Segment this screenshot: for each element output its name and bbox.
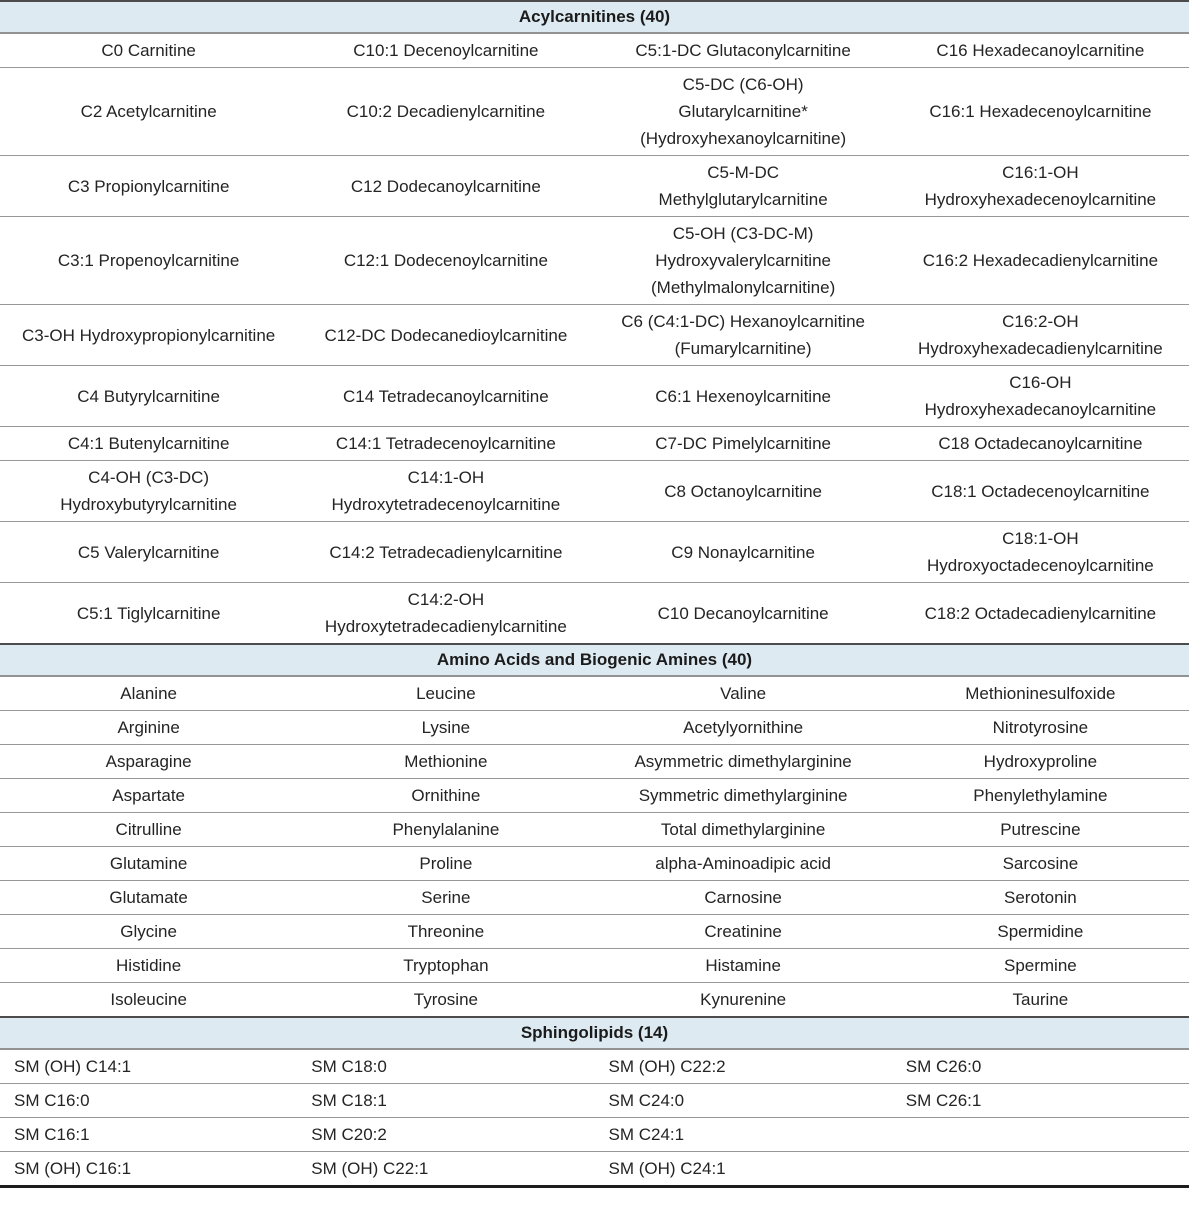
cell-line: Serotonin — [1003, 888, 1077, 907]
cell-line: C0 Carnitine — [101, 41, 196, 60]
cell-line: C18:1 Octadecenoylcarnitine — [931, 481, 1150, 501]
table-cell — [0, 1049, 297, 1084]
table-cell — [0, 217, 297, 305]
table-cell — [0, 949, 297, 983]
table-cell — [892, 1084, 1189, 1118]
cell-line: SM (OH) C24:1 — [608, 1159, 726, 1178]
cell-line: Hydroxyproline — [983, 752, 1098, 771]
cell-line: C12-DC Dodecanedioylcarnitine — [324, 325, 568, 345]
table-cell — [0, 1118, 297, 1152]
cell-line: Glycine — [120, 922, 177, 941]
cell-line: C5:1-DC Glutaconylcarnitine — [635, 41, 851, 60]
table-cell — [0, 1152, 297, 1187]
section-body — [0, 676, 1189, 1017]
cell-line: Spermidine — [997, 922, 1084, 941]
cell-line: C10:1 Decenoylcarnitine — [353, 41, 539, 60]
cell-line: Taurine — [1012, 990, 1069, 1009]
table-cell — [892, 881, 1189, 915]
table-row — [0, 1152, 1189, 1187]
table-cell — [0, 847, 297, 881]
table-row — [0, 427, 1189, 461]
cell-line: Tyrosine — [413, 990, 478, 1009]
section-body — [0, 33, 1189, 644]
cell-line: Citrulline — [115, 820, 182, 839]
cell-line: SM (OH) C14:1 — [14, 1057, 132, 1076]
table-cell — [0, 33, 297, 68]
table-cell — [297, 745, 594, 779]
table-cell — [297, 779, 594, 813]
table-row — [0, 461, 1189, 522]
table-cell — [595, 1049, 892, 1084]
cell-line: C16-OH — [1009, 373, 1072, 392]
table-cell — [892, 427, 1189, 461]
cell-line: Tryptophan — [403, 956, 489, 975]
section-header-row — [0, 644, 1189, 676]
cell-line: C9 Nonaylcarnitine — [671, 542, 815, 562]
cell-line: C14 Tetradecanoylcarnitine — [343, 386, 549, 406]
table-cell — [0, 522, 297, 583]
table-cell — [0, 711, 297, 745]
cell-line: alpha-Aminoadipic acid — [655, 854, 832, 873]
table-cell — [892, 915, 1189, 949]
cell-line: Hydroxyhexadecanoylcarnitine — [924, 400, 1157, 419]
table-cell — [892, 217, 1189, 305]
table-cell — [0, 1084, 297, 1118]
cell-line: Hydroxyoctadecenoylcarnitine — [926, 556, 1154, 575]
cell-line: Isoleucine — [110, 990, 187, 1009]
table-cell — [297, 813, 594, 847]
cell-line: Phenylalanine — [392, 820, 500, 839]
cell-line: Hydroxybutyrylcarnitine — [60, 495, 237, 514]
table-cell — [595, 676, 892, 711]
table-row — [0, 983, 1189, 1018]
cell-line: C16:2 Hexadecadienylcarnitine — [922, 251, 1159, 270]
table-cell — [595, 68, 892, 156]
table-cell — [297, 949, 594, 983]
cell-line: Ornithine — [411, 786, 481, 805]
table-cell — [595, 461, 892, 522]
table-cell — [297, 1084, 594, 1118]
section-header-row — [0, 1, 1189, 33]
table-cell — [595, 1084, 892, 1118]
table-row — [0, 915, 1189, 949]
section-body — [0, 1049, 1189, 1187]
table-cell — [595, 366, 892, 427]
cell-line: Glutamate — [109, 888, 188, 907]
cell-line: C6:1 Hexenoylcarnitine — [655, 386, 831, 406]
table-cell — [892, 1049, 1189, 1084]
cell-line: Proline — [419, 854, 473, 873]
table-cell — [0, 745, 297, 779]
cell-line: C7-DC Pimelylcarnitine — [655, 434, 831, 453]
table-row — [0, 949, 1189, 983]
cell-line: C2 Acetylcarnitine — [80, 102, 217, 121]
table-row — [0, 676, 1189, 711]
cell-line: C5-OH (C3-DC-M) — [672, 224, 814, 243]
table-cell — [892, 522, 1189, 583]
cell-line: C4 Butyrylcarnitine — [77, 386, 220, 406]
cell-line: C16:1-OH — [1002, 163, 1079, 182]
table-cell — [892, 461, 1189, 522]
table-cell — [892, 366, 1189, 427]
cell-line: SM C18:0 — [311, 1057, 387, 1076]
cell-line: Leucine — [416, 684, 476, 703]
table-cell — [892, 949, 1189, 983]
cell-line: C16:1 Hexadecenoylcarnitine — [929, 102, 1152, 121]
table-cell — [0, 156, 297, 217]
table-cell — [595, 779, 892, 813]
cell-line: Methionine — [404, 752, 488, 771]
section-header-row — [0, 1017, 1189, 1049]
table-cell — [297, 711, 594, 745]
table-row — [0, 847, 1189, 881]
table-row — [0, 1084, 1189, 1118]
table-row — [0, 813, 1189, 847]
table-cell — [595, 583, 892, 645]
table-cell — [297, 881, 594, 915]
table-cell — [297, 33, 594, 68]
section-title: Amino Acids and Biogenic Amines (40) — [0, 644, 1189, 676]
cell-line: C8 Octanoylcarnitine — [664, 481, 823, 501]
cell-line: C12 Dodecanoylcarnitine — [350, 176, 541, 196]
cell-line: C6 (C4:1-DC) Hexanoylcarnitine — [621, 312, 865, 331]
cell-line: Creatinine — [704, 922, 782, 941]
cell-line: SM C24:1 — [608, 1125, 685, 1144]
table-row — [0, 522, 1189, 583]
cell-line: C5-DC (C6-OH) — [682, 75, 804, 94]
table-cell — [0, 676, 297, 711]
table-cell — [595, 156, 892, 217]
cell-line: Threonine — [407, 922, 485, 941]
table-cell — [595, 1118, 892, 1152]
table-cell — [595, 522, 892, 583]
table-cell — [297, 156, 594, 217]
table-cell — [297, 847, 594, 881]
table-cell — [892, 1118, 1189, 1152]
cell-line: C5 Valerylcarnitine — [77, 542, 220, 562]
table-cell — [892, 156, 1189, 217]
table-cell — [0, 366, 297, 427]
table-row — [0, 779, 1189, 813]
cell-line: Symmetric dimethylarginine — [638, 786, 848, 805]
cell-line: Methylglutarylcarnitine — [658, 190, 828, 209]
cell-line: SM (OH) C22:1 — [311, 1159, 429, 1178]
table-cell — [595, 745, 892, 779]
cell-line: (Fumarylcarnitine) — [674, 339, 812, 358]
table-cell — [892, 676, 1189, 711]
cell-line: Lysine — [421, 718, 471, 737]
cell-line: Glutarylcarnitine* — [678, 102, 808, 121]
table-cell — [595, 711, 892, 745]
cell-line: Hydroxyvalerylcarnitine — [655, 251, 831, 270]
table-cell — [297, 522, 594, 583]
table-row — [0, 305, 1189, 366]
cell-line: SM C24:0 — [608, 1091, 685, 1110]
section-title: Sphingolipids (14) — [0, 1017, 1189, 1049]
cell-line: Aspartate — [112, 786, 185, 805]
table-cell — [892, 745, 1189, 779]
cell-line: C12:1 Dodecenoylcarnitine — [343, 251, 548, 270]
cell-line: Serine — [421, 888, 471, 907]
table-cell — [892, 711, 1189, 745]
cell-line: C14:1 Tetradecenoylcarnitine — [335, 434, 556, 453]
cell-line: Glutamine — [109, 854, 188, 873]
table-cell — [595, 305, 892, 366]
table-row — [0, 1118, 1189, 1152]
cell-line: Carnosine — [704, 888, 782, 907]
table-cell — [297, 366, 594, 427]
cell-line: Acetylyornithine — [683, 718, 804, 737]
cell-line: (Methylmalonylcarnitine) — [651, 278, 836, 297]
cell-line: C14:1-OH — [407, 468, 485, 487]
table-cell — [297, 305, 594, 366]
table-cell — [297, 915, 594, 949]
table-cell — [0, 427, 297, 461]
table-row — [0, 583, 1189, 645]
cell-line: (Hydroxyhexanoylcarnitine) — [640, 129, 847, 148]
table-cell — [0, 983, 297, 1018]
cell-line: SM C20:2 — [311, 1125, 387, 1144]
cell-line: C10 Decanoylcarnitine — [657, 603, 829, 623]
cell-line: Total dimethylarginine — [660, 820, 826, 839]
table-cell — [0, 813, 297, 847]
cell-line: Hydroxyhexadecadienylcarnitine — [918, 339, 1163, 358]
cell-line: SM C16:1 — [14, 1125, 90, 1144]
cell-line: Hydroxytetradecadienylcarnitine — [324, 617, 567, 636]
table-cell — [595, 217, 892, 305]
section-title: Acylcarnitines (40) — [0, 1, 1189, 33]
table-cell — [297, 461, 594, 522]
table-row — [0, 745, 1189, 779]
table-row — [0, 33, 1189, 68]
cell-line: SM (OH) C22:2 — [608, 1057, 726, 1076]
cell-line: Hydroxytetradecenoylcarnitine — [331, 495, 561, 514]
cell-line: Asparagine — [105, 752, 192, 771]
table-cell — [0, 305, 297, 366]
cell-line: SM (OH) C16:1 — [14, 1159, 132, 1178]
table-cell — [0, 881, 297, 915]
table-cell — [595, 983, 892, 1018]
cell-line: C3-OH Hydroxypropionylcarnitine — [22, 325, 276, 345]
cell-line: C4-OH (C3-DC) — [88, 468, 210, 487]
table-cell — [297, 676, 594, 711]
cell-line: C18:2 Octadecadienylcarnitine — [924, 603, 1157, 623]
cell-line: Histidine — [116, 956, 182, 975]
cell-line: C5-M-DC — [707, 163, 780, 182]
cell-line: SM C26:0 — [905, 1057, 982, 1076]
table-cell — [0, 915, 297, 949]
table-cell — [297, 217, 594, 305]
table-cell — [297, 68, 594, 156]
cell-line: SM C18:1 — [311, 1091, 387, 1110]
table-cell — [595, 847, 892, 881]
table-cell — [0, 461, 297, 522]
cell-line: Sarcosine — [1002, 854, 1079, 873]
cell-line: C3 Propionylcarnitine — [67, 176, 230, 196]
table-cell — [595, 949, 892, 983]
table-cell — [297, 983, 594, 1018]
cell-line: C16 Hexadecanoylcarnitine — [936, 41, 1145, 60]
table-cell — [892, 305, 1189, 366]
table-cell — [595, 427, 892, 461]
table-cell — [595, 881, 892, 915]
table-cell — [297, 1152, 594, 1187]
cell-line: Arginine — [117, 718, 180, 737]
cell-line: Nitrotyrosine — [992, 718, 1089, 737]
cell-line: C10:2 Decadienylcarnitine — [346, 102, 546, 121]
table-cell — [892, 1152, 1189, 1187]
cell-line: C18 Octadecanoylcarnitine — [938, 434, 1143, 453]
cell-line: Histamine — [705, 956, 781, 975]
cell-line: C4:1 Butenylcarnitine — [67, 434, 230, 453]
table-row — [0, 217, 1189, 305]
cell-line: Methioninesulfoxide — [965, 684, 1116, 703]
cell-line: C16:2-OH — [1002, 312, 1079, 331]
table-row — [0, 1049, 1189, 1084]
table-cell — [892, 68, 1189, 156]
cell-line: Kynurenine — [700, 990, 787, 1009]
table-row — [0, 711, 1189, 745]
table-cell — [595, 813, 892, 847]
cell-line: Phenylethylamine — [973, 786, 1108, 805]
table-row — [0, 366, 1189, 427]
table-cell — [595, 1152, 892, 1187]
table-cell — [892, 583, 1189, 645]
table-cell — [0, 583, 297, 645]
cell-line: C14:2 Tetradecadienylcarnitine — [329, 542, 563, 562]
table-cell — [892, 813, 1189, 847]
table-cell — [0, 779, 297, 813]
cell-line: Alanine — [120, 684, 177, 703]
table-cell — [892, 779, 1189, 813]
cell-line: Asymmetric dimethylarginine — [634, 752, 852, 771]
table-cell — [892, 983, 1189, 1018]
cell-line: Putrescine — [1000, 820, 1081, 839]
table-cell — [595, 915, 892, 949]
cell-line: C18:1-OH — [1002, 529, 1079, 548]
cell-line: C3:1 Propenoylcarnitine — [57, 251, 240, 270]
table-cell — [892, 847, 1189, 881]
table-cell — [0, 68, 297, 156]
cell-line: Valine — [720, 684, 767, 703]
table-row — [0, 881, 1189, 915]
table-cell — [297, 583, 594, 645]
table-cell — [595, 33, 892, 68]
cell-line: C5:1 Tiglylcarnitine — [76, 603, 221, 623]
table-cell — [297, 427, 594, 461]
cell-line: Spermine — [1003, 956, 1077, 975]
table-row — [0, 156, 1189, 217]
table-row — [0, 68, 1189, 156]
table-cell — [297, 1118, 594, 1152]
cell-line: SM C26:1 — [905, 1091, 982, 1110]
cell-line: C14:2-OH — [407, 590, 485, 609]
table-cell — [892, 33, 1189, 68]
table-cell — [297, 1049, 594, 1084]
cell-line: Hydroxyhexadecenoylcarnitine — [924, 190, 1157, 209]
cell-line: SM C16:0 — [14, 1091, 90, 1110]
